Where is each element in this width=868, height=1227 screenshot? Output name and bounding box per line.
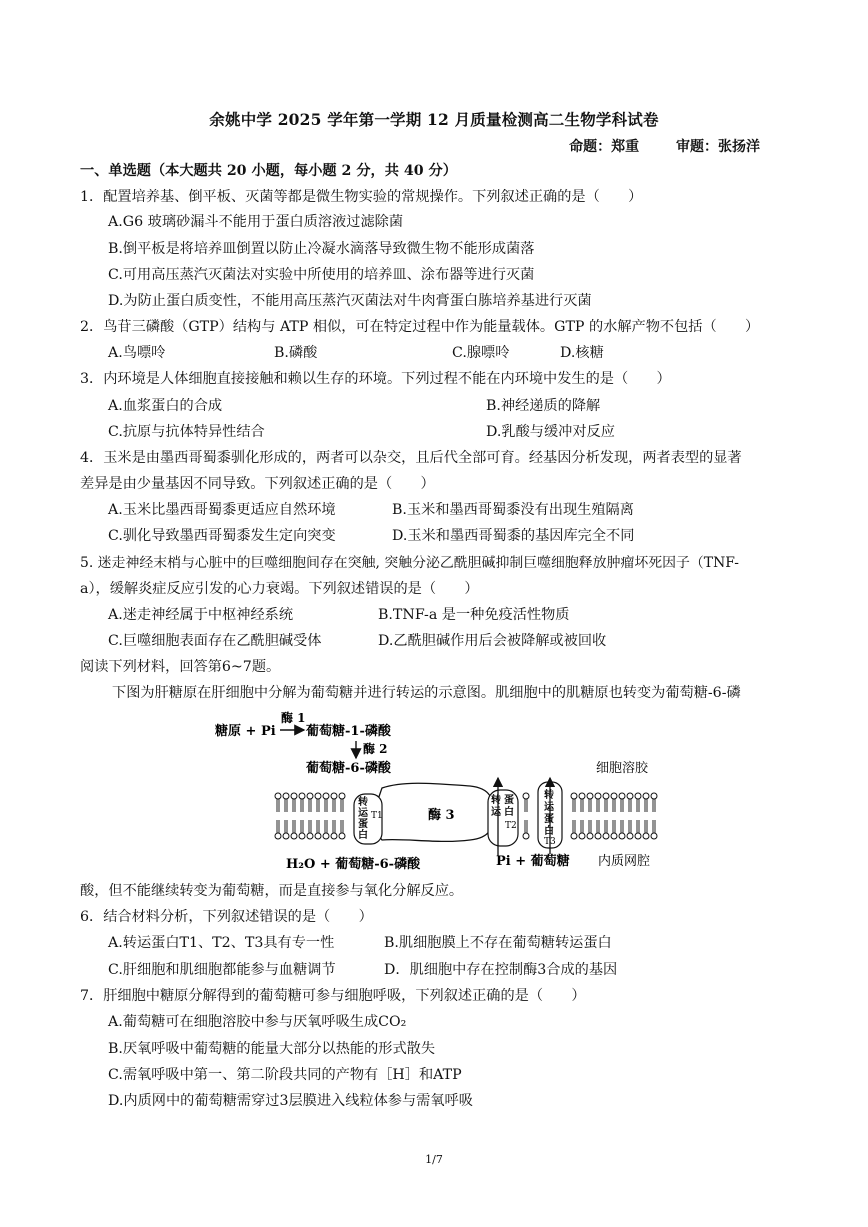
phospholipid-head [595,793,601,799]
phospholipid-head [603,833,609,839]
phospholipid-tail [525,799,527,812]
phospholipid-tail [301,820,303,833]
q7-option-d: D.内质网中的葡萄糖需穿过3层膜进入线粒体参与需氧呼吸 [108,1093,473,1109]
q1-option-c: C.可用高压蒸汽灭菌法对实验中所使用的培养皿、涂布器等进行灭菌 [108,267,535,283]
phospholipid-head [619,793,625,799]
q5-option-c: C.巨噬细胞表面存在乙酰胆碱受体 [108,633,322,649]
t3-label: T3 [544,837,556,847]
reviewer: 审题：张扬洋 [676,139,760,155]
transporter-t3 [538,778,562,854]
phospholipid-head [315,793,321,799]
exam-title: 余姚中学 2025 学年第一学期 12 月质量检测高二生物学科试卷 [209,110,659,129]
material-line2: 酸，但不能继续转变为葡萄糖，而是直接参与氧化分解反应。 [80,883,464,899]
phospholipid-head [299,833,305,839]
q6-option-b: B.肌细胞膜上不存在葡萄糖转运蛋白 [384,935,612,951]
phospholipid-head [627,793,633,799]
phospholipid-head [579,833,585,839]
phospholipid-head [627,833,633,839]
phospholipid-tail [573,799,575,812]
transporter-t1 [354,794,383,844]
q4-option-c: C.驯化导致墨西哥蜀黍发生定向突变 [108,528,336,544]
q4-stem-line1: 4．玉米是由墨西哥蜀黍驯化形成的，两者可以杂交，且后代全部可育。经基因分析发现，两者表型的显著 [80,450,742,466]
transporter-t2 [488,778,518,856]
t2-char-1: 转 [491,795,501,806]
phospholipid-tail [301,799,303,812]
phospholipid-tail [573,820,575,833]
q5-option-b: B.TNF-a 是一种免疫活性物质 [378,607,570,623]
phospholipid-tail [645,820,647,833]
q2-option-c: C.腺嘌呤 [452,345,510,361]
q6-option-c: C.肝细胞和肌细胞都能参与血糖调节 [108,962,336,978]
phospholipid-head [307,833,313,839]
phospholipid-tail [653,799,655,812]
phospholipid-head [611,793,617,799]
t2-char-3: 蛋 [504,795,514,806]
q2-stem: 2．鸟苷三磷酸（GTP）结构与 ATP 相似，可在特定过程中作为能量载体。GTP 的水解产物不包括（ ） [80,319,760,335]
phospholipid-head [587,793,593,799]
phospholipid-head [275,793,281,799]
phospholipid-head [603,793,609,799]
phospholipid-tail [341,799,343,812]
q7-option-a: A.葡萄糖可在细胞溶胶中参与厌氧呼吸生成CO₂ [108,1014,407,1030]
bottom-left-label: H₂O + 葡萄糖-6-磷酸 [286,857,421,872]
t1-char-4: 白 [358,830,368,841]
phospholipid-tail [637,799,639,812]
phospholipid-head [339,793,345,799]
q2-option-a: A.鸟嘌呤 [108,345,166,361]
phospholipid-head [283,833,289,839]
phospholipid-tail [285,820,287,833]
author-line [537,136,760,156]
phospholipid-head [299,793,305,799]
phospholipid-head [595,833,601,839]
phospholipid-tail [597,799,599,812]
phospholipid-tail [581,820,583,833]
section-heading: 一、单选题（本大题共 20 小题，每小题 2 分，共 40 分） [80,163,457,179]
phospholipid-head [643,833,649,839]
phospholipid-head [579,793,585,799]
q6-stem: 6．结合材料分析，下列叙述错误的是（ ） [80,909,373,925]
phospholipid-tail [597,820,599,833]
q2-option-d: D.核糖 [560,345,604,361]
q4-option-a: A.玉米比墨西哥蜀黍更适应自然环境 [108,502,336,518]
glycogen-diagram [200,708,670,878]
phospholipid-tail [333,799,335,812]
material-line1: 下图为肝糖原在肝细胞中分解为葡萄糖并进行转运的示意图。肌细胞中的肌糖原也转变为葡萄糖-6-磷 [112,685,741,701]
q3-option-d: D.乳酸与缓冲对反应 [486,424,615,440]
phospholipid-head [331,793,337,799]
phospholipid-head [571,833,577,839]
t3-char-3: 蛋 [544,814,554,825]
phospholipid-head [523,793,529,799]
phospholipid-head [331,833,337,839]
phospholipid-tail [613,799,615,812]
phospholipid-head [291,833,297,839]
phospholipid-tail [285,799,287,812]
q7-option-b: B.厌氧呼吸中葡萄糖的能量大部分以热能的形式散失 [108,1041,436,1057]
t2-label: T2 [505,821,517,831]
phospholipid-head [635,793,641,799]
q6-option-d: D．肌细胞中存在控制酶3合成的基因 [384,962,618,978]
phospholipid-tail [605,820,607,833]
q1-stem: 1．配置培养基、倒平板、灭菌等都是微生物实验的常规操作。下列叙述正确的是（ ） [80,189,643,205]
q4-option-b: B.玉米和墨西哥蜀黍没有出现生殖隔离 [392,502,634,518]
material-intro: 阅读下列材料，回答第6~7题。 [80,659,281,675]
q1-option-a: A.G6 玻璃砂漏斗不能用于蛋白质溶液过滤除菌 [108,214,404,230]
phospholipid-tail [309,820,311,833]
phospholipid-tail [621,820,623,833]
phospholipid-tail [645,799,647,812]
q6-option-a: A.转运蛋白T1、T2、T3具有专一性 [108,935,335,951]
phospholipid-head [635,833,641,839]
q3-option-b: B.神经递质的降解 [486,398,601,414]
phospholipid-tail [629,820,631,833]
phospholipid-tail [341,820,343,833]
phospholipid-tail [333,820,335,833]
phospholipid-head [323,793,329,799]
phospholipid-head [611,833,617,839]
phospholipid-tail [277,799,279,812]
q2-option-b: B.磷酸 [274,345,318,361]
phospholipid-tail [293,820,295,833]
phospholipid-tail [277,820,279,833]
phospholipid-head [307,793,313,799]
phospholipid-tail [637,820,639,833]
t3-char-2: 运 [544,802,554,813]
phospholipid-head [619,833,625,839]
phospholipid-tail [605,799,607,812]
phospholipid-head [283,793,289,799]
phospholipid-head [291,793,297,799]
phospholipid-tail [629,799,631,812]
cytosol-label: 细胞溶胶 [596,761,649,776]
t1-label: T1 [371,811,383,821]
q4-option-d: D.玉米和墨西哥蜀黍的基因库完全不同 [392,528,635,544]
q5-option-d: D.乙酰胆碱作用后会被降解或被回收 [378,633,607,649]
phospholipid-tail [581,799,583,812]
phospholipid-tail [325,799,327,812]
phospholipid-tail [653,820,655,833]
q7-option-c: C.需氧呼吸中第一、第二阶段共同的产物有［H］和ATP [108,1067,462,1083]
q3-stem: 3．内环境是人体细胞直接接触和赖以生存的环境。下列过程不能在内环境中发生的是（ ） [80,371,671,387]
enzyme1-label: 酶 1 [281,711,306,725]
t3-char-1: 转 [544,790,554,801]
author: 命题：郑重 [569,139,640,155]
g1p-label: 葡萄糖-1-磷酸 [306,724,391,739]
phospholipid-head [571,793,577,799]
phospholipid-tail [293,799,295,812]
q1-option-b: B.倒平板是将培养皿倒置以防止冷凝水滴落导致微生物不能形成菌落 [108,241,535,257]
phospholipid-tail [317,799,319,812]
phospholipid-tail [613,820,615,833]
phospholipid-tail [621,799,623,812]
phospholipid-tail [317,820,319,833]
phospholipid-tail [325,820,327,833]
enzyme3-label: 酶 3 [428,808,455,823]
t1-char-3: 蛋 [358,819,368,830]
bottom-right-label: Pi + 葡萄糖 [496,854,570,869]
q5-option-a: A.迷走神经属于中枢神经系统 [108,607,294,623]
g6p-top-label: 葡萄糖-6-磷酸 [306,761,391,776]
phospholipid-head [315,833,321,839]
phospholipid-tail [589,799,591,812]
phospholipid-head [323,833,329,839]
phospholipid-tail [309,799,311,812]
q5-stem-line1: 5. 迷走神经末梢与心脏中的巨噬细胞间存在突触, 突触分泌乙酰胆碱抑制巨噬细胞释放肿瘤坏死因子（TNF- [80,555,739,571]
phospholipid-head [339,833,345,839]
phospholipid-head [651,793,657,799]
q3-option-a: A.血浆蛋白的合成 [108,398,223,414]
t3-char-4: 白 [544,826,554,837]
phospholipid-head [523,833,529,839]
phospholipid-head [643,793,649,799]
er-lumen-label: 内质网腔 [598,854,651,869]
phospholipid-tail [525,820,527,833]
t1-char-2: 运 [358,808,368,819]
page-number: 1/7 [425,1153,443,1166]
t2-char-2: 运 [491,807,501,818]
t2-char-4: 白 [504,807,514,818]
phospholipid-head [587,833,593,839]
q1-option-d: D.为防止蛋白质变性，不能用高压蒸汽灭菌法对牛肉膏蛋白胨培养基进行灭菌 [108,293,592,309]
q5-stem-line2: a），缓解炎症反应引发的心力衰竭。下列叙述错误的是（ ） [80,581,479,597]
q7-stem: 7．肝细胞中糖原分解得到的葡萄糖可参与细胞呼吸，下列叙述正确的是（ ） [80,988,586,1004]
enzyme2-label: 酶 2 [363,742,388,756]
q3-option-c: C.抗原与抗体特异性结合 [108,424,265,440]
phospholipid-head [275,833,281,839]
phospholipid-tail [589,820,591,833]
q4-stem-line2: 差异是由少量基因不同导致。下列叙述正确的是（ ） [80,476,435,492]
t1-char-1: 转 [358,797,368,808]
phospholipid-head [651,833,657,839]
glycogen-pi-label: 糖原 + Pi [215,724,276,739]
